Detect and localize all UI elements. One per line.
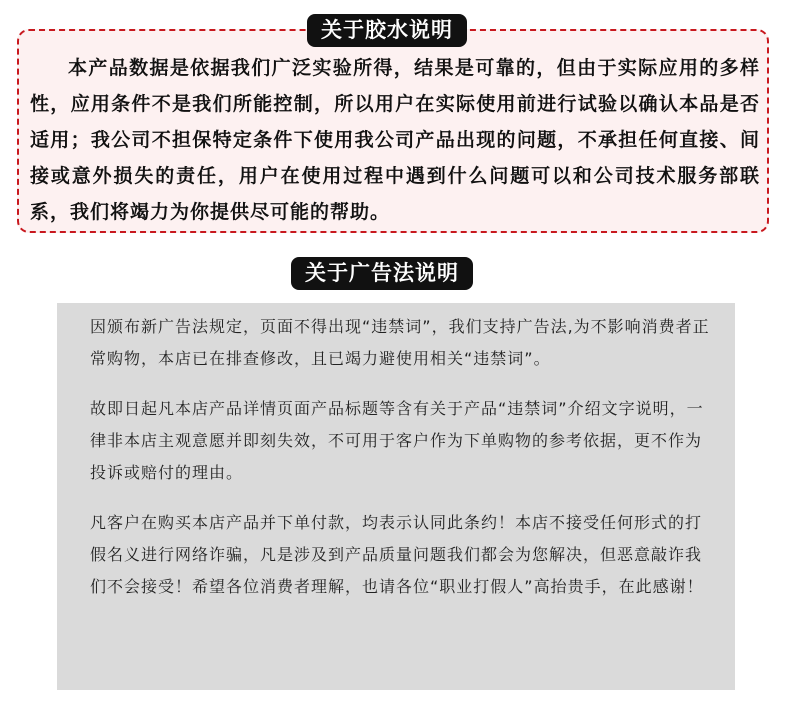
ad-law-notice-text — [90, 311, 712, 621]
glue-notice-paragraph: 本产品数据是依据我们广泛实验所得，结果是可靠的，但由于实际应用的多样性，应用条件不是我们所能控制，所以用户在实际使用前进行试验以确认本品是否适用；我公司不担保特定条件下使用我公司产品出现的问题，不承担任何直接、间接或意外损失的责任，用户在使用过程中遇到什么问题可以和公司技术服务部联系，我们将竭力为你提供尽可能的帮助。 — [30, 57, 760, 223]
ad-law-paragraph: 故即日起凡本店产品详情页面产品标题等含有关于产品“违禁词”介绍文字说明，一律非本店主观意愿并即刻失效，不可用于客户作为下单购物的参考依据，更不作为投诉或赔付的理由。 — [90, 399, 704, 482]
ad-law-section-title: 关于广告法说明 — [291, 257, 473, 290]
ad-law-paragraph: 凡客户在购买本店产品并下单付款，均表示认同此条约！本店不接受任何形式的打假名义进行网络诈骗，凡是涉及到产品质量问题我们都会为您解决，但恶意敲诈我们不会接受！希望各位消费者理解，也请各位“职业打假人”高抬贵手，在此感谢！ — [90, 513, 704, 596]
ad-law-paragraph: 因颁布新广告法规定，页面不得出现“违禁词”，我们支持广告法,为不影响消费者正常购物，本店已在排查修改，且已竭力避使用相关“违禁词”。 — [90, 317, 710, 368]
glue-notice-text — [30, 50, 760, 230]
glue-section-title: 关于胶水说明 — [307, 14, 467, 47]
